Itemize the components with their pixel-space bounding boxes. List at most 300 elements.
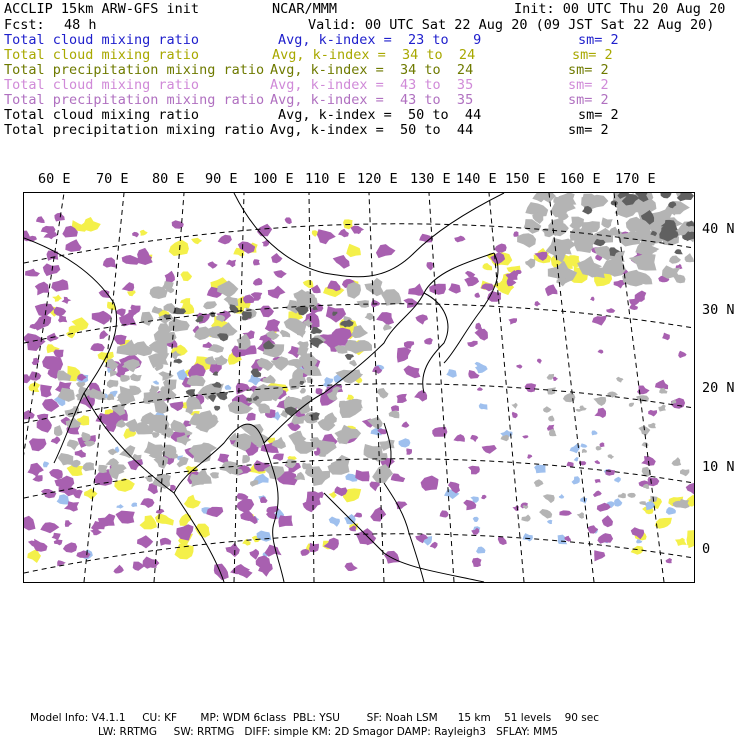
purple-cloud-patch [472,558,482,567]
purple-cloud-patch [475,323,482,330]
legend-sm: sm= 2 [578,32,619,48]
gray-precip-patch [144,441,166,457]
purple-cloud-patch [345,562,358,571]
purple-cloud-patch [133,562,144,571]
dark-precip-patch [345,354,354,360]
purple-cloud-patch [508,318,517,324]
blue-cloud-patch [131,503,137,508]
purple-cloud-patch [475,293,480,298]
gray-precip-patch [300,388,306,394]
legend-avg: Avg, k-index = 50 to 44 [270,122,474,138]
gray-precip-patch [307,377,314,383]
purple-cloud-patch [100,330,109,339]
purple-cloud-patch [260,306,274,318]
purple-cloud-patch [24,516,36,531]
lon-label: 150 E [505,171,546,187]
gray-precip-patch [250,480,258,487]
yellow-cloud-patch [127,290,136,296]
purple-cloud-patch [553,377,559,381]
purple-cloud-patch [35,282,49,296]
purple-cloud-patch [384,551,400,564]
gray-precip-patch [501,435,509,442]
purple-cloud-patch [43,232,57,239]
purple-cloud-patch [648,410,657,417]
legend-avg: Avg, k-index = 23 to 9 [278,32,482,48]
gray-precip-patch [297,330,306,338]
model-title: ACCLIP 15km ARW-GFS init [4,1,200,17]
lon-label: 120 E [357,171,398,187]
gray-precip-patch [628,493,636,498]
purple-cloud-patch [65,239,81,252]
yellow-cloud-patch [675,538,687,546]
model-info-line1: Model Info: V4.1.1 CU: KF MP: WDM 6class PBL: YSU SF: Noah LSM 15 km 51 levels 90 sec [30,712,599,724]
purple-cloud-patch [370,482,380,492]
yellow-cloud-patch [140,515,158,529]
purple-cloud-patch [598,350,604,354]
gray-precip-patch [203,301,217,309]
lon-label: 130 E [410,171,451,187]
purple-cloud-patch [278,515,293,527]
gray-precip-patch [629,254,657,271]
purple-cloud-patch [49,469,63,480]
gray-precip-patch [323,412,337,424]
yellow-cloud-patch [483,263,493,270]
lon-label: 100 E [253,171,294,187]
purple-cloud-patch [567,462,574,467]
purple-cloud-patch [240,511,253,521]
purple-cloud-patch [401,421,409,427]
purple-cloud-patch [35,304,54,317]
purple-cloud-patch [678,351,686,358]
purple-cloud-patch [597,533,613,544]
map-canvas [24,193,694,582]
yellow-cloud-patch [179,514,191,527]
legend-field: Total cloud mixing ratio [4,77,200,93]
purple-cloud-patch [426,262,434,271]
blue-cloud-patch [534,465,546,474]
purple-cloud-patch [63,542,77,552]
purple-cloud-patch [137,535,153,548]
legend-sm: sm= 2 [572,47,613,63]
yellow-cloud-patch [180,298,190,305]
legend-sm: sm= 2 [568,92,609,108]
gray-precip-patch [141,312,154,326]
purple-cloud-patch [237,493,249,500]
lon-label: 140 E [456,171,497,187]
purple-cloud-patch [54,540,63,546]
purple-cloud-patch [424,338,433,345]
blue-cloud-patch [572,476,580,484]
purple-cloud-patch [103,257,118,268]
purple-cloud-patch [513,231,518,237]
gray-precip-patch [601,217,612,228]
purple-cloud-patch [534,301,540,307]
purple-cloud-patch [25,269,40,277]
purple-cloud-patch [114,335,127,345]
dark-precip-patch [209,312,216,318]
meridian-line [309,193,314,582]
purple-cloud-patch [477,387,483,391]
purple-cloud-patch [453,434,465,442]
yellow-cloud-patch [346,244,361,257]
blue-cloud-patch [592,431,598,436]
gray-precip-patch [532,193,545,202]
gray-precip-patch [365,313,374,321]
yellow-cloud-patch [303,280,314,288]
purple-cloud-patch [333,255,350,269]
gray-precip-patch [98,465,108,473]
purple-cloud-patch [635,291,647,302]
purple-cloud-patch [29,438,47,451]
gray-precip-patch [58,453,74,465]
purple-cloud-patch [301,549,310,556]
purple-cloud-patch [165,271,175,283]
purple-cloud-patch [43,263,61,276]
gray-precip-patch [110,370,117,377]
purple-cloud-patch [253,259,260,265]
gray-precip-patch [582,449,587,453]
gray-precip-patch [280,330,291,338]
blue-cloud-patch [399,438,411,447]
gray-precip-patch [629,403,634,407]
purple-cloud-patch [406,448,412,454]
gray-precip-patch [381,289,401,306]
purple-cloud-patch [525,383,537,392]
purple-cloud-patch [470,435,478,442]
lon-label: 170 E [615,171,656,187]
legend-avg: Avg, k-index = 50 to 44 [278,107,482,123]
purple-cloud-patch [236,498,254,513]
gray-precip-patch [517,233,536,248]
legend-avg: Avg, k-index = 34 to 24 [270,62,474,78]
lon-label: 60 E [38,171,71,187]
purple-cloud-patch [376,312,394,325]
yellow-cloud-patch [52,295,62,302]
lat-label: 30 N [702,302,735,318]
gray-precip-patch [547,374,555,380]
purple-cloud-patch [454,236,465,243]
lat-label: 20 N [702,380,735,396]
purple-cloud-patch [62,297,72,304]
blue-cloud-patch [666,507,676,515]
blue-cloud-patch [614,498,622,506]
gray-precip-patch [154,456,169,468]
purple-cloud-patch [169,402,183,412]
forecast-label: Fcst: [4,17,45,33]
purple-cloud-patch [522,435,528,438]
purple-cloud-patch [226,260,236,268]
legend-field: Total precipitation mixing ratio [4,122,265,138]
purple-cloud-patch [51,279,68,292]
lat-label: 10 N [702,459,735,475]
legend-sm: sm= 2 [568,122,609,138]
purple-cloud-patch [27,463,44,477]
blue-cloud-patch [479,403,488,410]
legend-field: Total precipitation mixing ratio [4,92,265,108]
gray-precip-patch [377,388,389,399]
purple-cloud-patch [273,270,287,278]
purple-cloud-patch [51,436,61,444]
purple-cloud-patch [40,522,59,533]
purple-cloud-patch [265,319,280,332]
gray-precip-patch [576,409,581,412]
gray-precip-patch [525,259,535,269]
purple-cloud-patch [32,475,42,482]
gray-precip-patch [152,432,160,438]
gray-precip-patch [674,275,686,284]
purple-cloud-patch [351,226,365,234]
purple-cloud-patch [482,445,497,454]
purple-cloud-patch [512,412,518,419]
gray-precip-patch [548,416,554,422]
purple-cloud-patch [90,343,105,351]
init-time: Init: 00 UTC Thu 20 Aug 20 [514,1,726,17]
purple-cloud-patch [391,473,406,482]
legend-sm: sm= 2 [568,77,609,93]
meridian-line [429,193,454,582]
blue-cloud-patch [614,477,621,483]
gray-precip-patch [579,406,586,412]
gray-precip-patch [242,455,250,464]
dark-precip-patch [660,193,671,198]
purple-cloud-patch [40,385,52,398]
gray-precip-patch [82,462,94,471]
purple-cloud-patch [403,298,417,308]
gray-precip-patch [543,406,552,413]
gray-precip-patch [67,440,79,451]
gray-precip-patch [347,282,362,299]
legend-sm: sm= 2 [578,107,619,123]
purple-cloud-patch [370,507,386,522]
purple-cloud-patch [397,394,407,403]
purple-cloud-patch [176,524,193,540]
forecast-map [23,192,695,583]
purple-cloud-patch [404,365,421,378]
purple-cloud-patch [494,244,506,253]
gray-precip-patch [642,442,649,447]
legend-sm: sm= 2 [568,62,609,78]
purple-cloud-patch [594,408,606,418]
purple-cloud-patch [132,232,139,238]
gray-precip-patch [539,509,552,519]
legend-field: Total precipitation mixing ratio [4,62,265,78]
purple-cloud-patch [662,333,670,341]
blue-cloud-patch [473,517,479,522]
model-info-line2: LW: RRTMG SW: RRTMG DIFF: simple KM: 2D Smagor DAMP: Rayleigh3 SFLAY: MM5 [98,726,558,738]
gray-precip-patch [618,493,626,499]
legend-field: Total cloud mixing ratio [4,47,200,63]
purple-cloud-patch [414,390,427,402]
dark-precip-patch [214,406,221,411]
dark-precip-patch [674,249,683,254]
lon-label: 110 E [305,171,346,187]
blue-cloud-patch [547,520,552,524]
gray-precip-patch [672,457,682,466]
yellow-cloud-patch [140,230,148,236]
purple-cloud-patch [65,520,73,527]
purple-cloud-patch [559,510,572,515]
gray-precip-patch [577,512,584,519]
purple-cloud-patch [602,515,613,527]
blue-cloud-patch [225,385,232,390]
valid-time: Valid: 00 UTC Sat 22 Aug 20 (09 JST Sat 22 Aug 20) [308,17,715,33]
yellow-cloud-patch [175,544,194,560]
lat-label: 0 [702,541,711,557]
blue-cloud-patch [523,533,533,541]
forecast-hours: 48 h [64,17,97,33]
purple-cloud-patch [338,229,349,238]
gray-precip-patch [534,479,544,487]
gray-precip-patch [54,425,63,436]
yellow-cloud-patch [191,238,202,244]
purple-cloud-patch [218,235,232,245]
gray-precip-patch [364,278,384,297]
purple-cloud-patch [75,450,86,458]
purple-cloud-patch [214,564,229,581]
purple-cloud-patch [527,455,532,459]
blue-cloud-patch [574,457,579,462]
purple-cloud-patch [54,213,64,222]
yellow-cloud-patch [155,513,174,525]
gray-precip-patch [658,404,666,411]
yellow-cloud-patch [184,495,201,509]
purple-cloud-patch [517,364,523,368]
blue-cloud-patch [581,443,588,447]
gray-precip-patch [383,324,392,331]
blue-cloud-patch [559,494,564,499]
purple-cloud-patch [440,510,449,517]
purple-cloud-patch [42,356,63,370]
purple-cloud-patch [594,460,600,464]
purple-cloud-patch [475,329,488,341]
purple-cloud-patch [354,513,362,518]
purple-cloud-patch [600,442,605,447]
purple-cloud-patch [415,314,428,324]
gray-precip-patch [258,404,270,414]
purple-cloud-patch [655,380,668,390]
legend-field: Total cloud mixing ratio [4,107,200,123]
purple-cloud-patch [481,495,487,500]
gray-precip-patch [107,380,119,389]
purple-cloud-patch [592,316,607,326]
gray-precip-patch [521,515,530,522]
purple-cloud-patch [448,283,460,293]
purple-cloud-patch [52,533,61,541]
legend-field: Total cloud mixing ratio [4,32,200,48]
gray-precip-patch [543,494,555,503]
yellow-cloud-patch [169,240,189,256]
organization: NCAR/MMM [272,1,338,17]
purple-cloud-patch [376,244,396,258]
gray-precip-patch [685,253,694,262]
legend-avg: Avg, k-index = 34 to 24 [272,47,476,63]
gray-precip-patch [511,403,517,409]
purple-cloud-patch [113,565,124,574]
purple-cloud-patch [397,347,411,362]
lon-label: 160 E [560,171,601,187]
blue-cloud-patch [153,380,160,384]
purple-cloud-patch [666,558,672,563]
gray-precip-patch [648,423,656,429]
purple-cloud-patch [47,251,59,261]
purple-cloud-patch [606,308,615,313]
purple-cloud-patch [257,224,272,236]
gray-precip-patch [607,454,614,459]
gray-precip-patch [210,472,219,478]
gray-precip-patch [593,397,606,406]
purple-cloud-patch [265,545,282,557]
purple-cloud-patch [236,383,250,395]
purple-cloud-patch [593,491,602,498]
purple-cloud-patch [595,479,601,483]
purple-cloud-patch [246,413,256,421]
purple-cloud-patch [432,427,447,437]
blue-cloud-patch [43,461,49,467]
gray-precip-patch [389,411,400,419]
purple-cloud-patch [285,217,292,224]
lon-label: 80 E [152,171,185,187]
gray-precip-patch [120,375,130,382]
purple-cloud-patch [156,509,165,514]
yellow-cloud-patch [195,524,210,538]
purple-cloud-patch [122,282,135,291]
purple-cloud-patch [467,341,478,347]
lat-label: 40 N [702,221,735,237]
purple-cloud-patch [268,286,286,299]
legend-avg: Avg, k-index = 43 to 35 [270,92,474,108]
lon-label: 70 E [96,171,129,187]
purple-cloud-patch [537,359,542,364]
blue-cloud-patch [476,547,486,554]
purple-cloud-patch [208,261,218,268]
gray-precip-patch [616,377,623,383]
purple-cloud-patch [468,466,480,475]
lon-label: 90 E [205,171,238,187]
gray-precip-patch [372,464,393,483]
purple-cloud-patch [253,278,263,286]
purple-cloud-patch [464,276,479,286]
blue-cloud-patch [329,517,340,527]
blue-cloud-patch [570,444,581,453]
purple-cloud-patch [317,229,336,244]
gray-precip-patch [569,217,584,230]
gray-precip-patch [158,371,173,381]
purple-cloud-patch [429,284,446,295]
yellow-cloud-patch [180,272,192,282]
purple-cloud-patch [594,550,605,561]
gray-precip-patch [130,374,142,382]
gray-precip-patch [639,501,646,505]
legend-avg: Avg, k-index = 43 to 35 [270,77,474,93]
yellow-cloud-patch [84,488,98,499]
purple-cloud-patch [590,297,594,302]
purple-cloud-patch [686,483,694,495]
dark-precip-patch [174,359,183,364]
gray-precip-patch [349,360,357,367]
purple-cloud-patch [249,549,259,560]
gray-precip-patch [302,462,312,469]
gray-precip-patch [263,375,276,384]
purple-cloud-patch [545,284,558,296]
purple-cloud-patch [116,511,135,524]
blue-cloud-patch [580,497,587,503]
purple-cloud-patch [421,476,439,491]
purple-cloud-patch [225,543,240,558]
gray-precip-patch [330,455,350,475]
purple-cloud-patch [160,538,171,546]
purple-cloud-patch [140,498,154,508]
purple-cloud-patch [408,283,424,295]
